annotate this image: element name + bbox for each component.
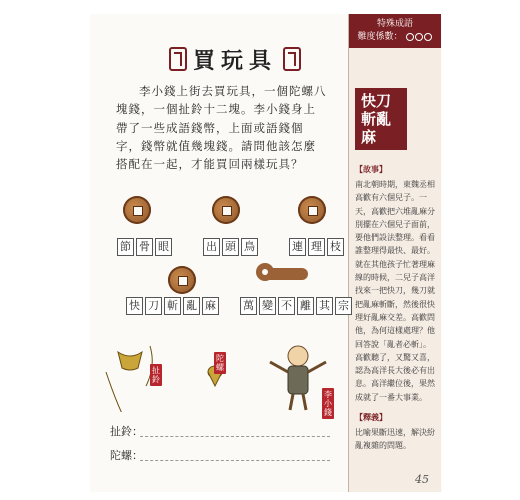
difficulty-dot-icon	[424, 33, 432, 41]
coin-icon	[123, 196, 151, 224]
title-ornament-icon	[283, 47, 301, 71]
idiom-char-box: 連	[289, 238, 306, 256]
idiom-char-box: 變	[259, 297, 276, 315]
idiom-char-box: 宗	[335, 297, 352, 315]
idiom-char-box: 理	[308, 238, 325, 256]
page-number: 45	[415, 473, 429, 486]
coin-icon	[168, 266, 196, 294]
idiom-char-box: 節	[117, 238, 134, 256]
top-stamp: 陀螺	[216, 354, 224, 372]
idiom-char-box: 刀	[145, 297, 162, 315]
difficulty-dot-icon	[415, 33, 423, 41]
idiom-char-box: 頭	[222, 238, 239, 256]
title-ornament-icon	[169, 47, 187, 71]
story-heading: 【故事】	[355, 164, 387, 174]
idiom-char-box: 快	[126, 297, 143, 315]
idiom-char-box: 斬	[164, 297, 181, 315]
title-row	[160, 44, 310, 74]
idiom-char-box: 枝	[327, 238, 344, 256]
idiom-char-box: 出	[203, 238, 220, 256]
idiom-char-box: 鳥	[241, 238, 258, 256]
coin-icon	[298, 196, 326, 224]
meaning-heading: 【釋義】	[355, 412, 387, 423]
difficulty-label: 難度係數：	[357, 32, 403, 42]
boy-stamp: 李小錢	[324, 390, 332, 417]
story-text: 南北朝時期，東魏丞相高歡有六個兒子。一天，高歡把六堆亂麻分別擺在六個兒子面前，要他們設法整理。看看誰整理得最快、最好。就在其他孩子忙著理麻線的時候，二兒子高洋找來一把快刀，幾刀就把亂麻斬斷，然後很快理好亂麻交差。高歡問他，為何這樣處理？他回答說「亂者必斬」。高歡聽了，又驚又喜，認為高洋長大後必有出息。高洋繼位後，果然成就了一番大事業。	[355, 180, 435, 402]
idiom-card	[240, 297, 352, 315]
difficulty-dot-icon	[406, 33, 414, 41]
diabolo-stamp: 扯鈴	[152, 366, 160, 384]
sidebar-header	[349, 14, 441, 48]
top-answer-label: 陀螺：	[110, 449, 143, 462]
diabolo-answer-label: 扯鈴：	[110, 425, 143, 438]
idiom-char-box: 亂	[183, 297, 200, 315]
meaning-text: 比喻果斷迅速，解決紛亂複雜的問題。	[355, 428, 435, 451]
idiom-card	[203, 238, 258, 256]
sidebar-panel	[348, 14, 441, 492]
idiom-char-box: 眼	[155, 238, 172, 256]
idiom-card	[289, 238, 344, 256]
idiom-char-box: 離	[297, 297, 314, 315]
category-label: 特殊成語	[376, 19, 413, 29]
idiom-card	[117, 238, 172, 256]
idiom-char-box: 其	[316, 297, 333, 315]
coin-key-icon	[262, 268, 308, 280]
diabolo-icon	[106, 346, 152, 412]
idiom-char-box: 骨	[136, 238, 153, 256]
idiom-char-box: 麻	[202, 297, 219, 315]
idiom-char-box: 萬	[240, 297, 257, 315]
boy-character-icon	[270, 346, 326, 410]
coin-icon	[212, 196, 240, 224]
difficulty-row	[355, 31, 435, 44]
idiom-char-box: 不	[278, 297, 295, 315]
problem-paragraph: 李小錢上街去買玩具，一個陀螺八塊錢，一個扯鈴十二塊。李小錢身上帶了一些成語錢幣，上面或語錢個字，錢幣就值幾塊錢。請問他該怎麼搭配在一起，才能買回兩樣玩具？	[116, 84, 327, 172]
page-title: 買玩具	[192, 47, 277, 74]
top-answer-line[interactable]	[140, 460, 330, 461]
idiom-card	[126, 297, 219, 315]
diabolo-answer-line[interactable]	[140, 436, 330, 437]
idiom-title: 快刀斬亂麻	[355, 88, 407, 150]
